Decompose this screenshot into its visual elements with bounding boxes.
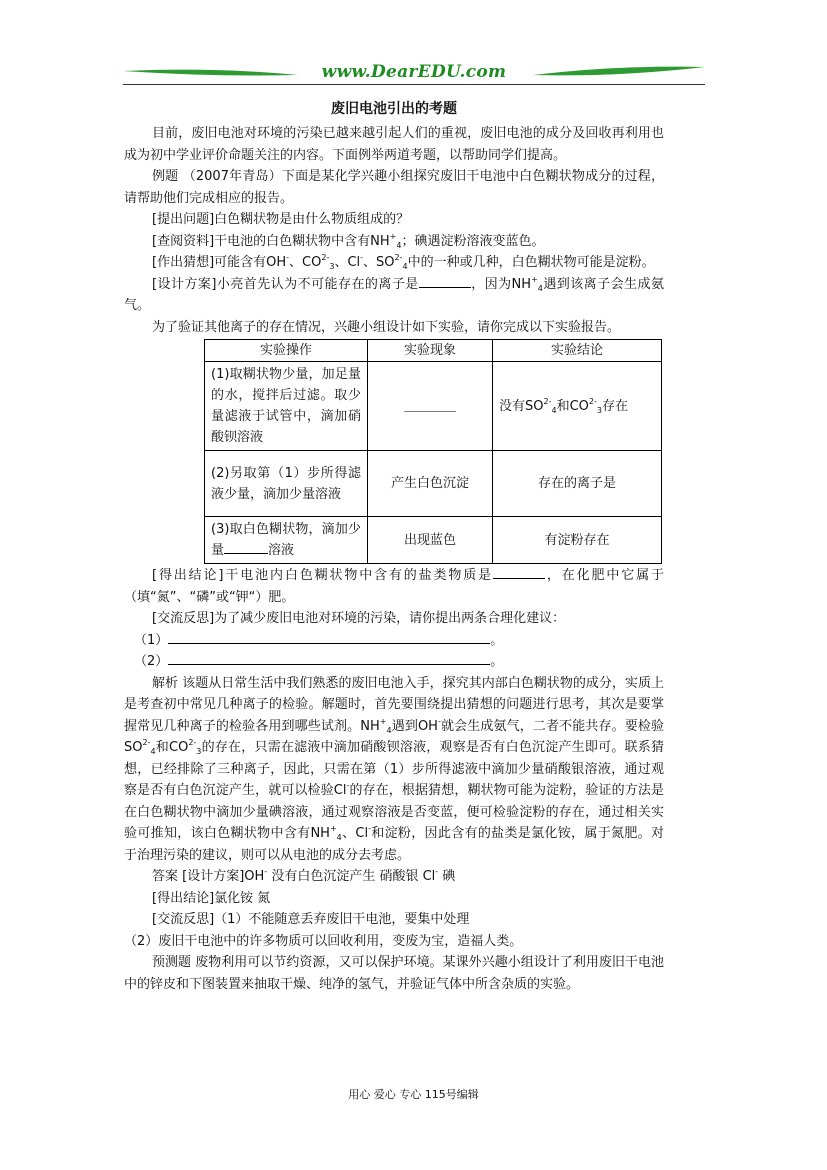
suggestion-2: （2） 。 bbox=[134, 654, 504, 669]
analysis-paragraph: 解析 该题从日常生活中我们熟悉的废旧电池入手，探究其内部白色糊状物的成分，实质上是考查初中常见几种离子的检验。解题时，首先要围绕提出猜想的问题进行思考，其次是要掌握常见几种离子的检验各用到哪些试剂。$NH^+_4$遇到OH-就会生成氨气，二者不能共存。要检验$SO^{2-}_4$和$CO^{2-}_3$的存在，只需在滤液中滴加硝酸钡溶液，观察是否有白色沉淀产生即可。联系猜想，已经排除了三种离子，因此，只需在第（1）步所得滤液中滴加少量硝酸银溶液，通过观察是否有白色沉淀产生，就可以检验Cl-的存在，根据猜想，糊状物可能为淀粉，验证的方法是在白色糊状物中滴加少量碘溶液，通过观察溶液是否变蓝，便可检验淀粉的存在，通过相关实验可推知，该白色糊状物中含有$NH^+_4$、Cl-和淀粉，因此含有的盐类是氯化铵，属于氮肥。对于治理污染的建议，则可以从电池的成分去考虑。 bbox=[124, 675, 664, 863]
table-row bbox=[205, 362, 662, 451]
question-5: 为了验证其他离子的存在情况，兴趣小组设计如下实验，请你完成以下实验报告。 bbox=[152, 319, 621, 335]
example-intro: （2007年青岛）下面是某化学兴趣小组探究废旧干电池中白色糊状物成分的过程，请帮助他们完成相应的报告。 bbox=[124, 169, 664, 206]
article-title: 废旧电池引出的考题 bbox=[331, 101, 457, 117]
table-header: 实验现象 bbox=[368, 340, 493, 362]
answer-1: 答案 [设计方案]OH- 没有白色沉淀产生 硝酸银 Cl- 碘 bbox=[152, 867, 456, 884]
question-1: [提出问题]白色糊状物是由什么物质组成的？ bbox=[152, 212, 410, 227]
table-cell: 存在的离子是 bbox=[493, 451, 662, 517]
answer-blank[interactable] bbox=[168, 652, 490, 665]
article bbox=[124, 98, 664, 995]
conclusion-question: [得出结论]干电池内白色糊状物中含有的盐类物质是 ，在化肥中它属于（填“氮”、“磷”或“钾“）肥。 bbox=[124, 568, 664, 605]
question-3: [作出猜想]可能含有OH-、$CO^{2-}_3$、Cl-、$SO^{2-}_4$中的一种或几种，白色糊状物可能是淀粉。 bbox=[152, 253, 655, 271]
analysis-label: 解析 bbox=[152, 675, 179, 691]
table-row bbox=[205, 517, 662, 564]
prediction-paragraph: 预测题 废物利用可以节约资源，又可以保护环境。某课外兴趣小组设计了利用废旧干电池中的锌皮和下图装置来抽取干燥、纯净的氢气，并验证气体中所含杂质的实验。 bbox=[124, 955, 664, 992]
suggestion-1: （1） 。 bbox=[134, 632, 504, 648]
page-footer: 用心 爱心 专心 115号编辑 bbox=[348, 1088, 479, 1101]
table-header: 实验结论 bbox=[493, 340, 662, 362]
example-label: 例题 bbox=[152, 169, 179, 184]
answer-3: [交流反思]（1）不能随意丢弃废旧干电池，要集中处理 bbox=[152, 912, 470, 927]
answer-blank[interactable] bbox=[168, 631, 490, 644]
table-cell: (1)取糊状物少量，加足量的水，搅拌后过滤。取少量滤液于试管中，滴加硝酸钡溶液 bbox=[205, 362, 368, 451]
reflection-question: [交流反思]为了减少废旧电池对环境的污染，请你提出两条合理化建议： bbox=[152, 611, 566, 626]
table-header-row bbox=[205, 340, 662, 362]
table-cell: 产生白色沉淀 bbox=[368, 451, 493, 517]
question-2: [查阅资料]干电池的白色糊状物中含有$NH^+_4$；碘遇淀粉溶液变蓝色。 bbox=[152, 231, 545, 250]
table-cell[interactable]: ＿＿＿＿ bbox=[368, 362, 493, 451]
table-row bbox=[205, 451, 662, 517]
experiment-table bbox=[204, 339, 662, 564]
header-divider bbox=[123, 84, 705, 85]
prediction-label: 预测题 bbox=[152, 955, 192, 970]
answer-2: [得出结论]氯化铵 氮 bbox=[152, 890, 271, 906]
table-cell: (3)取白色糊状物，滴加少量 溶液 bbox=[205, 517, 368, 564]
example-paragraph bbox=[124, 166, 664, 209]
answer-blank[interactable] bbox=[419, 275, 471, 288]
table-cell: 有淀粉存在 bbox=[493, 517, 662, 564]
table-cell: 出现蓝色 bbox=[368, 517, 493, 564]
answer-blank[interactable] bbox=[224, 541, 268, 554]
answer-blank[interactable] bbox=[493, 566, 545, 579]
table-header: 实验操作 bbox=[205, 340, 368, 362]
table-cell: 没有$SO^{2-}_4$和$CO^{2-}_3$存在 bbox=[493, 362, 662, 451]
answer-4: （2）废旧干电池中的许多物质可以回收利用，变废为宝，造福人类。 bbox=[124, 933, 523, 949]
question-4: [设计方案]小亮首先认为不可能存在的离子是 ，因为$NH^+_4$遇到该离子会生成氨气。 bbox=[124, 274, 664, 313]
table-cell: (2)另取第（1）步所得滤液少量，滴加少量溶液 bbox=[205, 451, 368, 517]
site-logo[interactable]: www.DearEDU.com bbox=[321, 62, 507, 82]
intro-paragraph: 目前，废旧电池对环境的污染已越来越引起人们的重视，废旧电池的成分及回收再利用也成为初中学业评价命题关注的内容。下面例举两道考题，以帮助同学们提高。 bbox=[124, 126, 664, 163]
